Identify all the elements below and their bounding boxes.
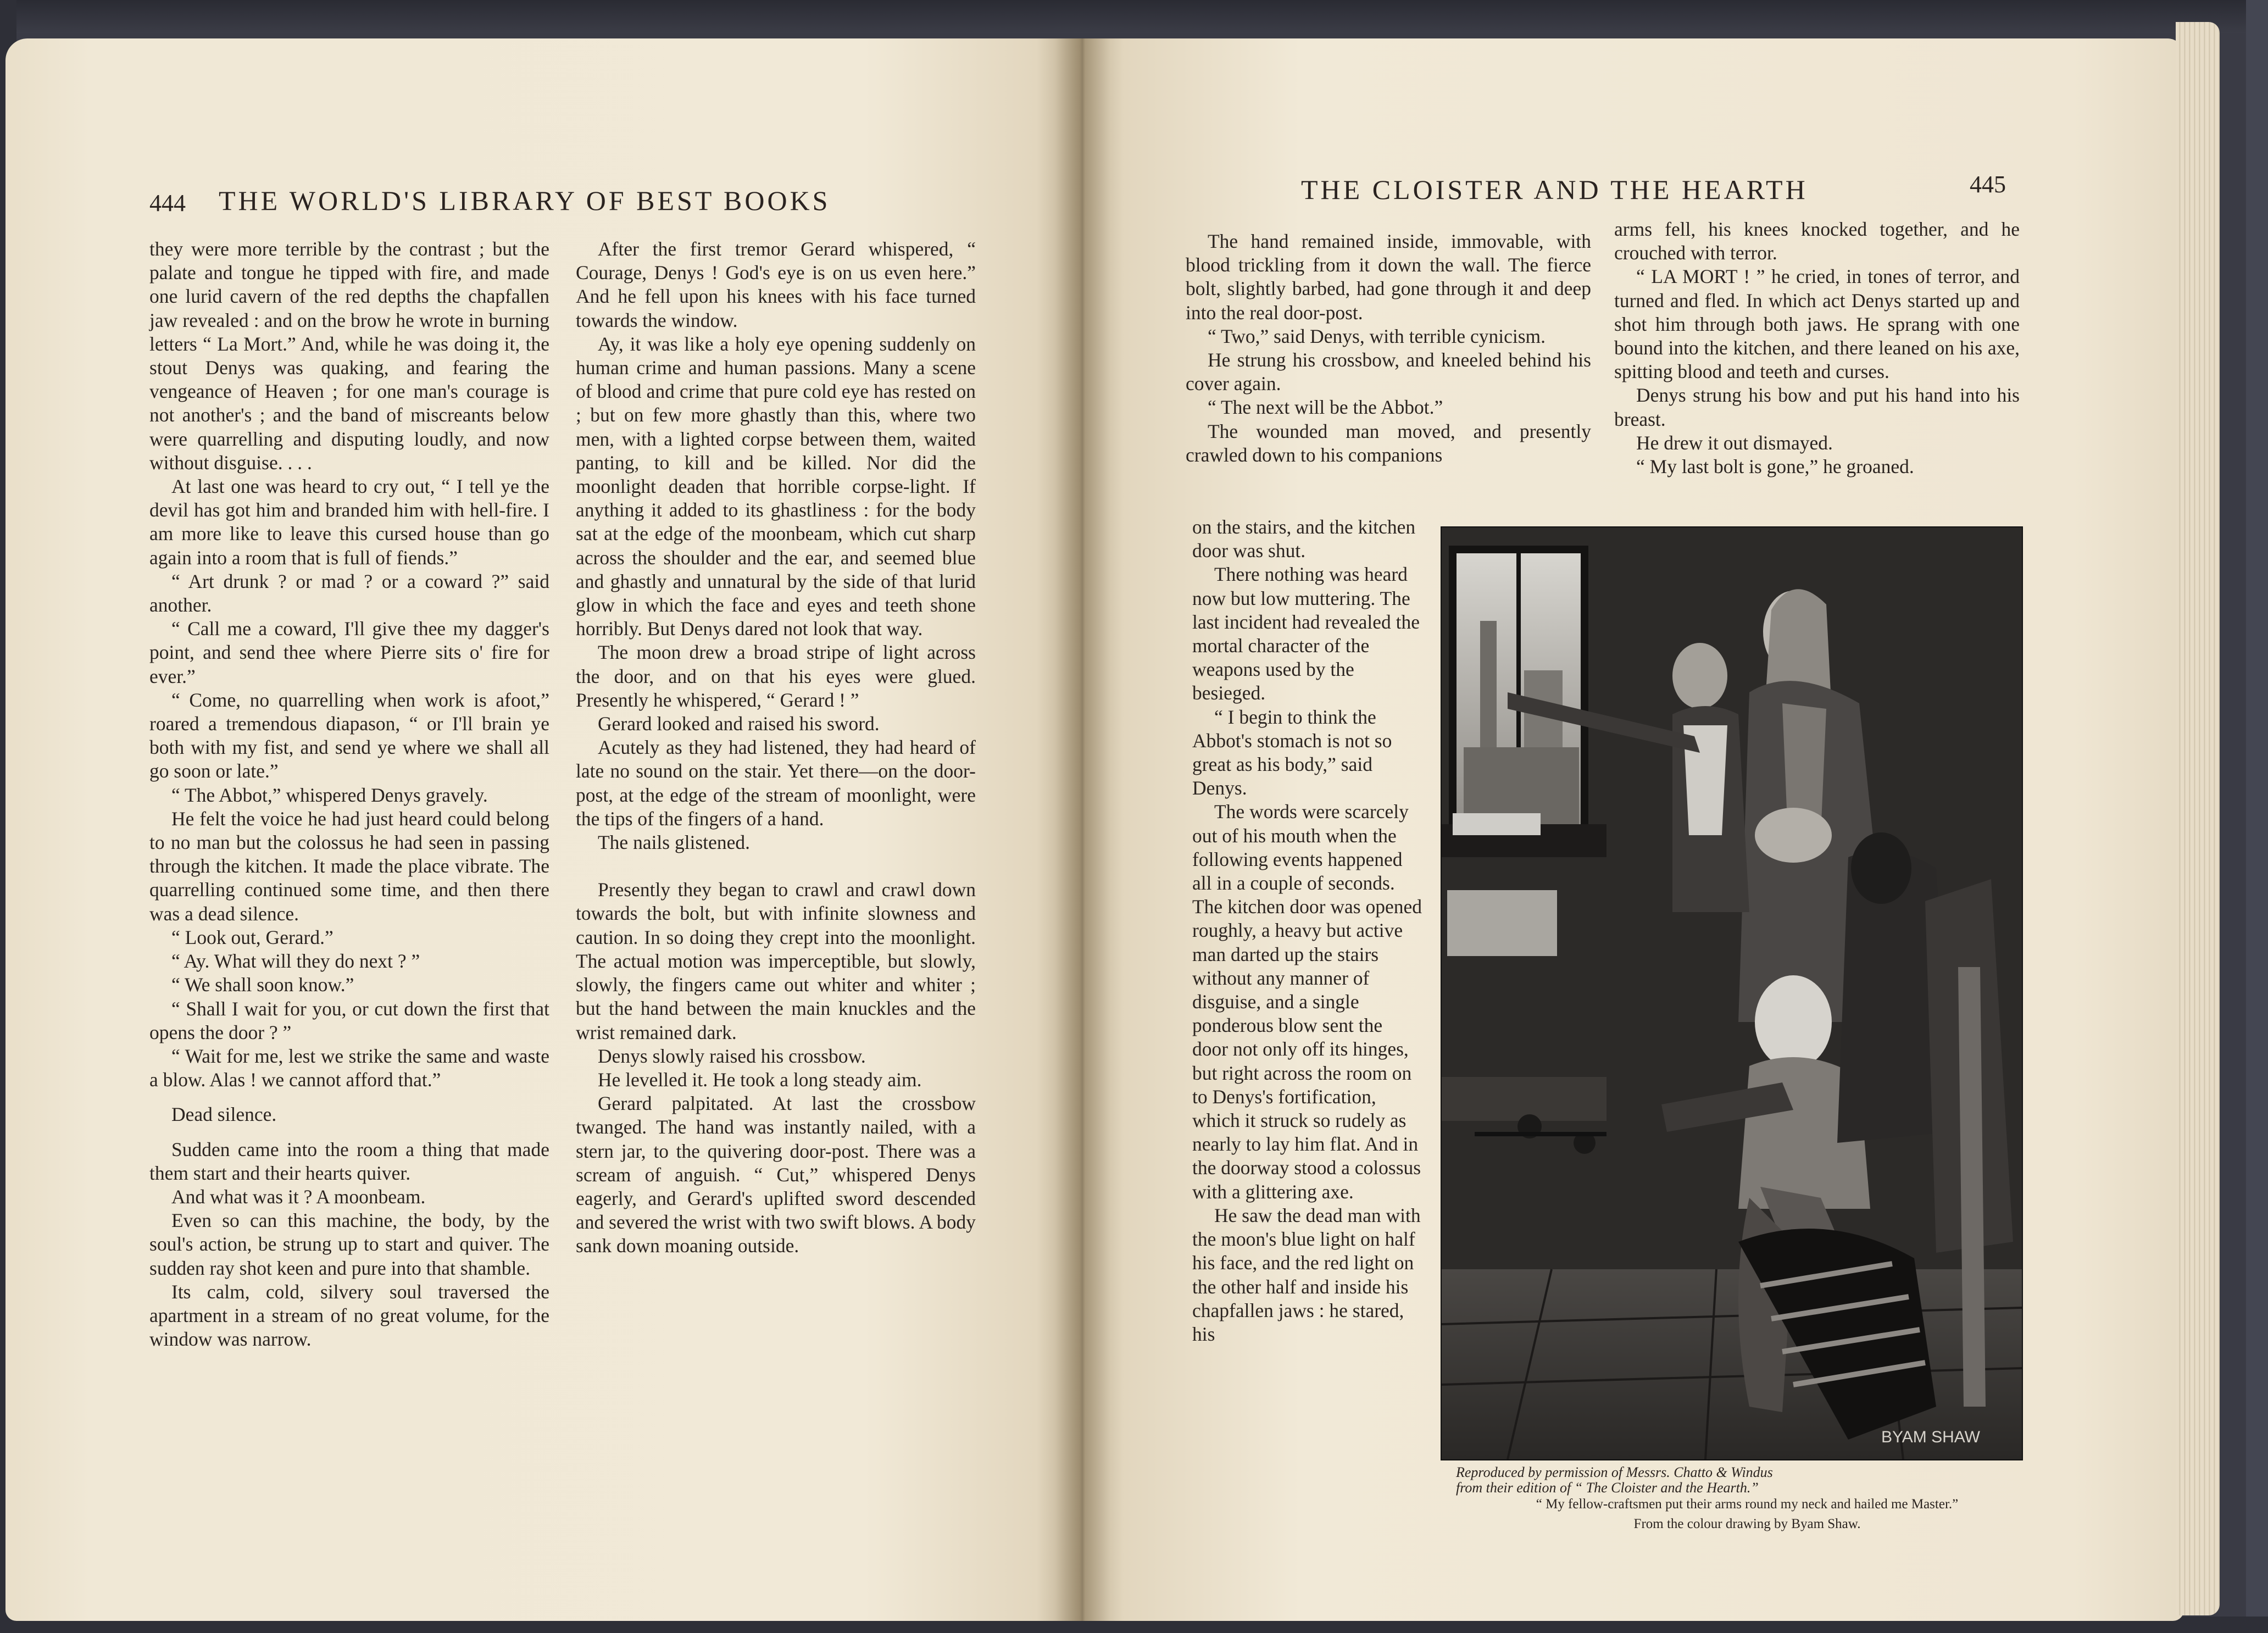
paragraph: There nothing was heard now but low muttering. The last incident had revealed the mortal character of the weapons used by the besieged. <box>1192 563 1420 704</box>
book-gutter <box>1055 38 1110 1621</box>
paragraph: Gerard palpitated. At last the crossbow twanged. The hand was instantly nailed, with a stern jar, to the quivering door-post. There was a scream of anguish. “ Cut,” whispered Denys eagerly, and Gerard's uplifted sword descended and severed the wrist with two swift blows. A body sank down moaning outside. <box>576 1092 976 1257</box>
paragraph: And what was it ? A moonbeam. <box>171 1185 426 1208</box>
paragraph: “ I begin to think the Abbot's stomach is not so great as his body,” said Denys. <box>1192 706 1392 799</box>
book-cover-right <box>2246 0 2268 1633</box>
paragraph: He strung his crossbow, and kneeled behind his cover again. <box>1186 349 1591 395</box>
paragraph: “ Come, no quarrelling when work is afoot,” roared a tremendous diapason, “ or I'll brain ye both with my fist, and send ye where we shall all go soon or late.” <box>149 688 549 782</box>
paragraph: “ Art drunk ? or mad ? or a coward ?” said another. <box>149 570 549 616</box>
paragraph: on the stairs, and the kitchen door was shut. <box>1192 516 1416 562</box>
right-column-1-narrow <box>1192 515 1423 1346</box>
paragraph: Sudden came into the room a thing that made them start and their hearts quiver. <box>149 1138 549 1184</box>
paragraph: He levelled it. He took a long steady aim. <box>598 1068 922 1091</box>
paragraph: arms fell, his knees knocked together, and he crouched with terror. <box>1614 218 2020 264</box>
paragraph: The wounded man moved, and presently crawled down to his companions <box>1186 420 1591 466</box>
paragraph: The hand remained inside, immovable, with blood trickling from it down the wall. The fierce bolt, slightly barbed, had gone through it and deep into the real door-post. <box>1186 230 1591 324</box>
left-page-number: 444 <box>149 190 186 216</box>
credit-line: Reproduced by permission of Messrs. Chatto & Windus <box>1456 1464 1773 1480</box>
right-running-head: THE CLOISTER AND THE HEARTH <box>1301 174 1808 205</box>
paragraph: “ Shall I wait for you, or cut down the first that opens the door ? ” <box>149 997 549 1043</box>
paragraph: “ We shall soon know.” <box>171 974 354 996</box>
paragraph: The nails glistened. <box>598 831 751 854</box>
caption-text: “ My fellow-craftsmen put their arms round my neck and hailed me Master.” <box>1536 1497 1959 1512</box>
paragraph: Presently they began to crawl and crawl down towards the bolt, but with infinite slowness and caution. In so doing they crept into the moonlight. The actual motion was imperceptible, but slowly, slowly, the fingers came out whiter and whiter ; but the hand between the main knuckles and the wrist remained dark. <box>576 879 976 1043</box>
paragraph: Dead silence. <box>171 1103 277 1126</box>
paragraph: “ Call me a coward, I'll give thee my dagger's point, and send thee where Pierre sits o' fire for ever.” <box>149 618 549 687</box>
paragraph: He drew it out dismayed. <box>1636 431 1833 454</box>
left-column-2 <box>576 237 976 1258</box>
paragraph: “ LA MORT ! ” he cried, in tones of terror, and turned and fled. In which act Denys started up and shot him through both jaws. He sprang with one bound into the kitchen, and there leaned on his axe, spitting blood and teeth and curses. <box>1614 265 2020 383</box>
artist-signature: BYAM SHAW <box>1881 1428 1980 1446</box>
illustration-caption <box>1483 1495 2011 1534</box>
paragraph: At last one was heard to cry out, “ I tell ye the devil has got him and branded him with hell-fire. I am more like to leave this cursed house than go again into a room that is full of fiends.” <box>149 475 549 569</box>
page-edges <box>2176 22 2220 1615</box>
illustration-plate <box>1441 526 2023 1460</box>
paragraph: “ Look out, Gerard.” <box>171 926 333 948</box>
book-cover-top <box>0 0 2268 33</box>
paragraph: “ Wait for me, lest we strike the same and waste a blow. Alas ! we cannot afford that.” <box>149 1045 549 1091</box>
right-column-1-top <box>1186 230 1591 467</box>
paragraph: Ay, it was like a holy eye opening suddenly on human crime and human passions. Many a scene of blood and crime that pure cold eye has rested on ; but on few more ghastly than this, where two men, with a lighted corpse between them, waited panting, to kill and be killed. Nor did the moonlight deaden that horrible corpse-light. If anything it added to its ghastliness : for the body sat at the edge of the moonbeam, which cut sharp across the shoulder and the ear, and seemed blue and ghastly and unnatural by the side of that lurid glow in which the face and eyes and teeth shone horribly. But Denys dared not look that way. <box>576 332 976 640</box>
illustration-image <box>1442 527 2022 1459</box>
left-column-1 <box>149 237 549 1351</box>
paragraph: Gerard looked and raised his sword. <box>598 713 880 735</box>
paragraph: Even so can this machine, the body, by the soul's action, be strung up to start and quiver. The sudden ray shot keen and pure into that shamble. <box>149 1209 549 1279</box>
paragraph: The moon drew a broad stripe of light across the door, and on that his eyes were glued. Presently he whispered, “ Gerard ! ” <box>576 641 976 711</box>
paragraph: Acutely as they had listened, they had heard of late no sound on the stair. Yet there—on the door-post, at the edge of the stream of moonlight, were the tips of the fingers of a hand. <box>576 736 976 830</box>
paragraph: Denys slowly raised his crossbow. <box>598 1045 866 1067</box>
left-running-head: THE WORLD'S LIBRARY OF BEST BOOKS <box>219 185 831 216</box>
paragraph: He saw the dead man with the moon's blue light on half his face, and the red light on the other half and inside his chapfallen jaws : he stared, his <box>1192 1204 1421 1345</box>
paragraph: He felt the voice he had just heard could belong to no man but the colossus he had seen in passing through the kitchen. It made the place vibrate. The quarrelling continued some time, and then there was a dead silence. <box>149 807 549 925</box>
right-column-2 <box>1614 218 2020 479</box>
illustration-credit <box>1456 1465 1939 1496</box>
paragraph: “ The Abbot,” whispered Denys gravely. <box>171 784 488 806</box>
paragraph: The words were scarcely out of his mouth when the following events happened all in a couple of seconds. The kitchen door was opened roughly, a heavy but active man darted up the stairs without any manner of disguise, and a single ponderous blow sent the door not only off its hinges, but right across the room on to Denys's fortification, which it struck so rudely as nearly to lay him flat. And in the doorway stood a colossus with a glittering axe. <box>1192 801 1422 1203</box>
paragraph: “ Two,” said Denys, with terrible cynicism. <box>1208 325 1546 347</box>
credit-line: from their edition of “ The Cloister and the Hearth.” <box>1456 1480 1759 1496</box>
paragraph: Its calm, cold, silvery soul traversed the apartment in a stream of no great volume, for the window was narrow. <box>149 1280 549 1351</box>
paragraph: “ My last bolt is gone,” he groaned. <box>1636 456 1914 478</box>
paragraph: “ The next will be the Abbot.” <box>1208 396 1443 419</box>
right-page-number: 445 <box>1970 171 2006 198</box>
caption-source: From the colour drawing by Byam Shaw. <box>1633 1517 1861 1531</box>
paragraph: Denys strung his bow and put his hand into his breast. <box>1614 384 2020 430</box>
paragraph: “ Ay. What will they do next ? ” <box>171 950 420 973</box>
paragraph: they were more terrible by the contrast ; but the palate and tongue he tipped with fire, and made one lurid cavern of the red depths the chapfallen jaw revealed : and on the brow he wrote in burning letters “ La Mort.” And, while he was doing it, the stout Denys was quaking, and fearing the vengeance of Heaven ; for one man's courage is not another's ; and the band of miscreants below were quarrelling and disputing loudly, and now without disguise. . . . <box>149 238 549 474</box>
paragraph: After the first tremor Gerard whispered, “ Courage, Denys ! God's eye is on us even here.” And he fell upon his knees with his face turned towards the window. <box>576 238 976 331</box>
